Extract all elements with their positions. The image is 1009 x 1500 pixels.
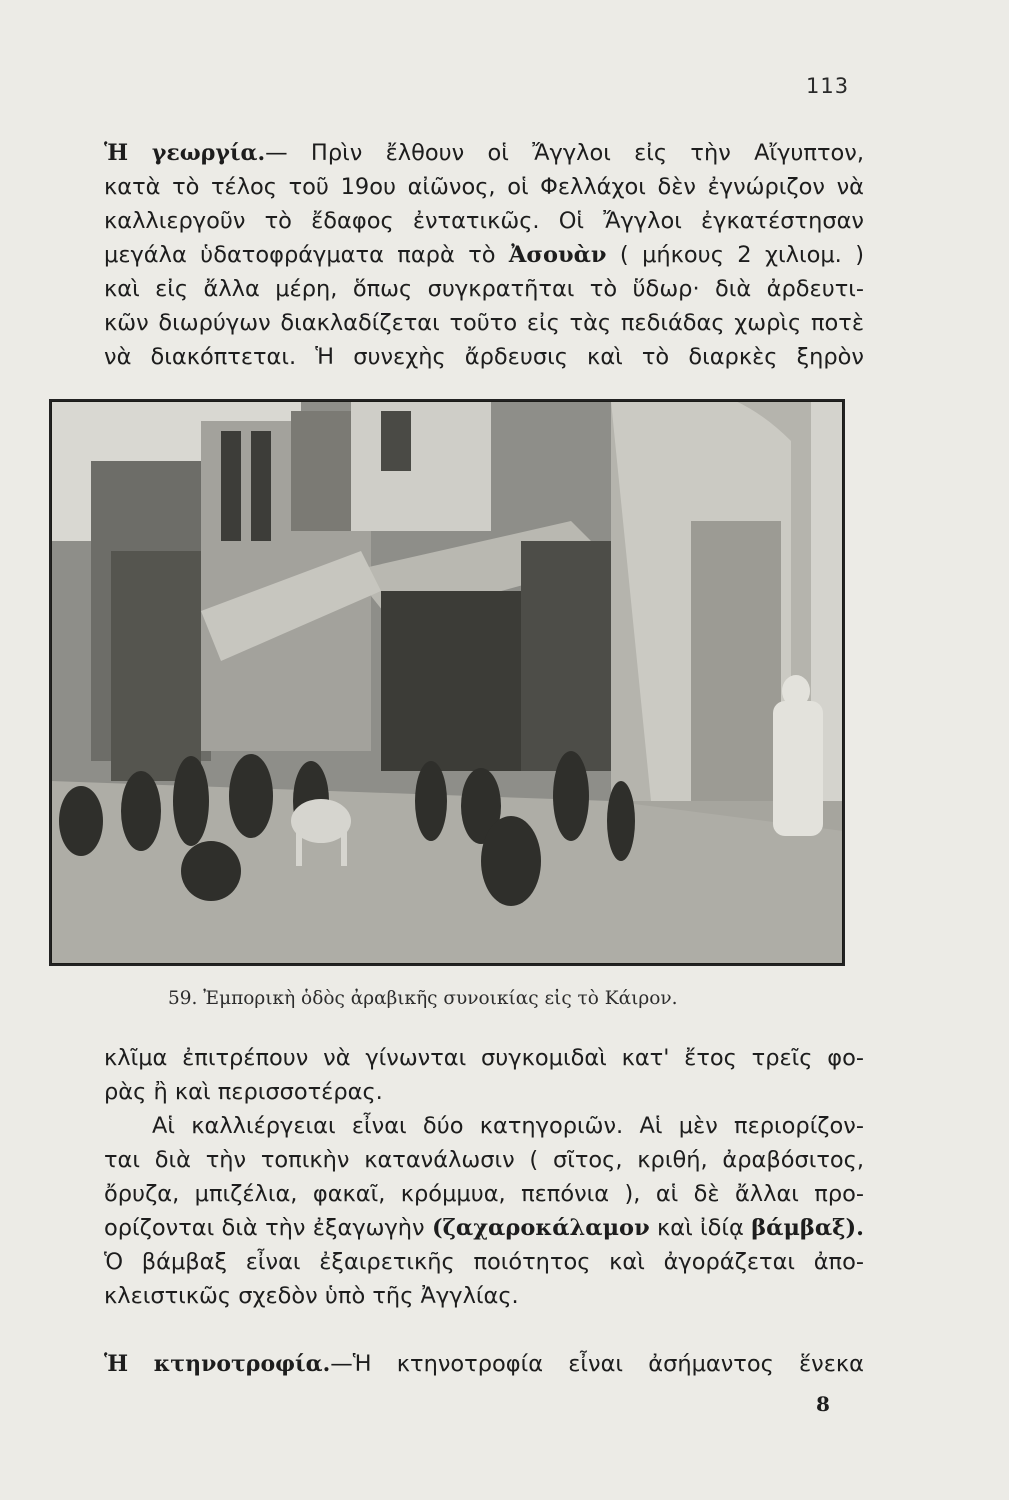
place-name-aswan: Ἀσουὰν [508, 242, 607, 268]
text-line: ρὰς ἢ καὶ περισσοτέρας. [104, 1079, 383, 1105]
text-line: Ἡ κτηνοτροφία.—Ἡ κτηνοτροφία εἶναι ἀσήμαντος ἕνεκα [104, 1351, 864, 1377]
signature-mark: 8 [816, 1392, 830, 1416]
text-line: νὰ διακόπτεται. Ἡ συνεχὴς ἄρδευσις καὶ τὸ διαρκὲς ξηρὸν [104, 344, 864, 370]
text-line: Ὁ βάμβαξ εἶναι ἐξαιρετικῆς ποιότητος καὶ ἀγοράζεται ἀπο- [104, 1249, 864, 1275]
page-number: 113 [806, 74, 850, 98]
text-line: ὄρυζα, μπιζέλια, φακαῖ, κρόμμυα, πεπόνια ), αἱ δὲ ἄλλαι προ- [104, 1181, 864, 1207]
paragraph-agriculture [104, 136, 864, 374]
paragraph-livestock [104, 1347, 864, 1381]
text-line: μεγάλα ὑδατοφράγματα παρὰ τὸ Ἀσουὰν ( μήκους 2 χιλιομ. ) [104, 242, 864, 268]
text-line: καὶ εἰς ἄλλα μέρη, ὅπως συγκρατῆται τὸ ὕδωρ· διὰ ἀρδευτι- [104, 276, 864, 302]
text-line: Ἡ γεωργία.— Πρὶν ἔλθουν οἱ Ἄγγλοι εἰς τὴν Αἴγυπτον, [104, 140, 864, 166]
cairo-street-photo [49, 399, 845, 966]
crop-cotton: βάμβαξ). [751, 1215, 864, 1241]
section-heading-livestock: Ἡ κτηνοτροφία. [104, 1351, 331, 1377]
text-line: κλῖμα ἐπιτρέπουν νὰ γίνωνται συγκομιδαὶ κατ' ἔτος τρεῖς φο- [104, 1045, 864, 1071]
text-line: κῶν διωρύγων διακλαδίζεται τοῦτο εἰς τὰς πεδιάδας χωρὶς ποτὲ [104, 310, 864, 336]
text-line: καλλιεργοῦν τὸ ἔδαφος ἐντατικῶς. Οἱ Ἄγγλοι ἐγκατέστησαν [104, 208, 864, 234]
figure-caption: 59. Ἐμπορικὴ ὁδὸς ἀραβικῆς συνοικίας εἰς τὸ Κάιρον. [168, 988, 678, 1009]
text-line: ται διὰ τὴν τοπικὴν κατανάλωσιν ( σῖτος, κριθή, ἀραβόσιτος, [104, 1147, 864, 1173]
text-line: κατὰ τὸ τέλος τοῦ 19ου αἰῶνος, οἱ Φελλάχοι δὲν ἐγνώριζον νὰ [104, 174, 864, 200]
text-line: Αἱ καλλιέργειαι εἶναι δύο κατηγοριῶν. Αἱ μὲν περιορίζον- [152, 1113, 864, 1139]
text-line: ορίζονται διὰ τὴν ἐξαγωγὴν (ζαχαροκάλαμον καὶ ἰδίᾳ βάμβαξ). [104, 1215, 864, 1241]
text-line: κλειστικῶς σχεδὸν ὑπὸ τῆς Ἀγγλίας. [104, 1283, 519, 1309]
section-heading-agriculture: Ἡ γεωργία. [104, 140, 266, 166]
crop-sugarcane: (ζαχαροκάλαμον [431, 1215, 650, 1241]
paragraph-climate [104, 1041, 864, 1313]
